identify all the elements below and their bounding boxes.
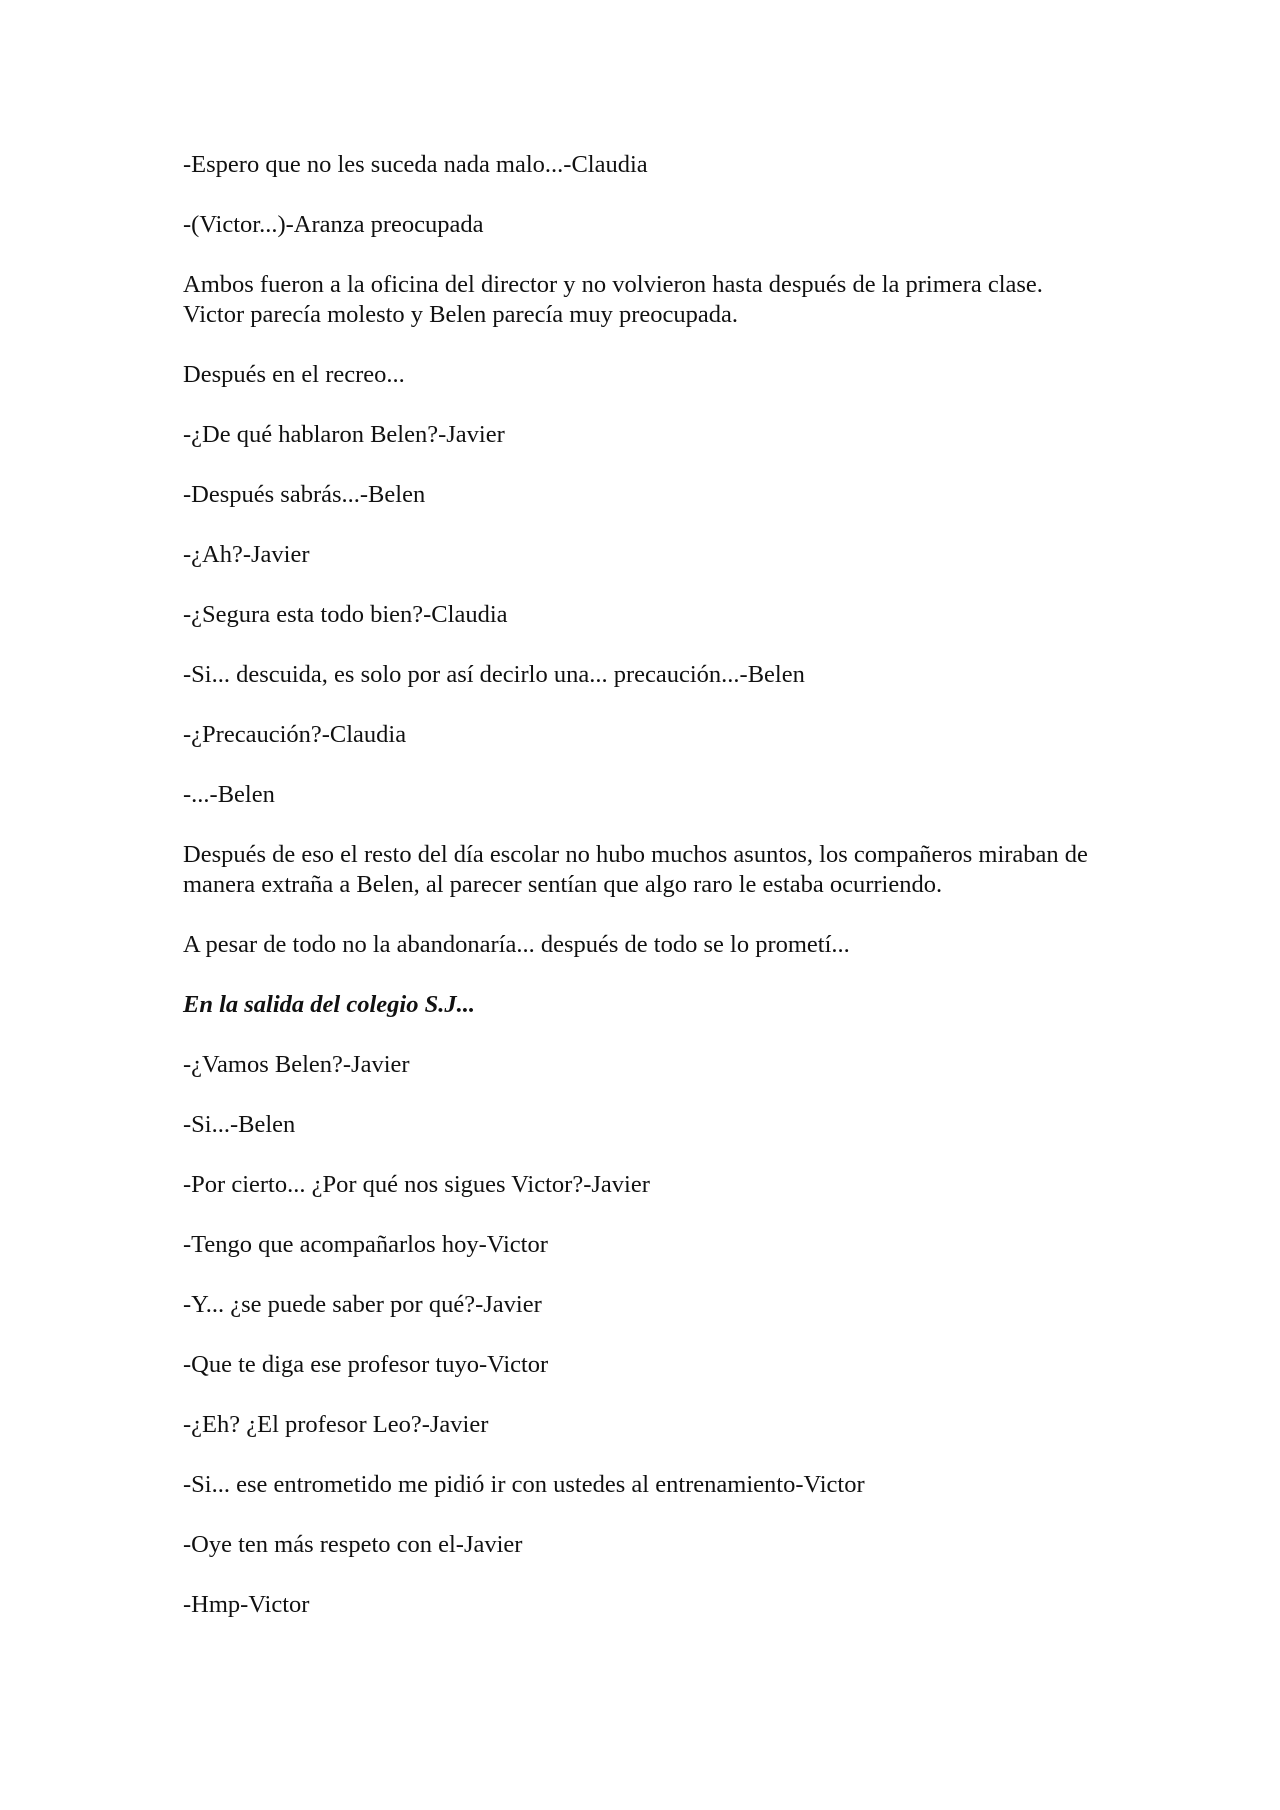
paragraph-narration: Ambos fueron a la oficina del director y no volvieron hasta después de la primera clase. Victor parecía molesto y Belen parecía muy preocupada.	[183, 271, 1043, 328]
paragraph-dialogue: -Oye ten más respeto con el-Javier	[183, 1531, 523, 1558]
paragraph-dialogue: -Espero que no les suceda nada malo...-Claudia	[183, 151, 648, 178]
document-body	[183, 150, 1103, 1650]
paragraph-dialogue: -¿Eh? ¿El profesor Leo?-Javier	[183, 1411, 489, 1438]
scene-heading: En la salida del colegio S.J...	[183, 991, 475, 1018]
paragraph-dialogue: -Y... ¿se puede saber por qué?-Javier	[183, 1291, 542, 1318]
paragraph-dialogue: -Que te diga ese profesor tuyo-Victor	[183, 1351, 549, 1378]
paragraph-dialogue: -¿Precaución?-Claudia	[183, 721, 407, 748]
paragraph-narration: Después en el recreo...	[183, 361, 405, 388]
paragraph-dialogue: -Tengo que acompañarlos hoy-Victor	[183, 1231, 548, 1258]
paragraph-dialogue: -Si... ese entrometido me pidió ir con ustedes al entrenamiento-Victor	[183, 1471, 865, 1498]
paragraph-narration: A pesar de todo no la abandonaría... después de todo se lo prometí...	[183, 931, 850, 958]
paragraph-dialogue: -Si... descuida, es solo por así decirlo una... precaución...-Belen	[183, 661, 805, 688]
paragraph-narration: Después de eso el resto del día escolar no hubo muchos asuntos, los compañeros miraban de manera extraña a Belen, al parecer sentían que algo raro le estaba ocurriendo.	[183, 841, 1088, 898]
paragraph-dialogue: -¿Ah?-Javier	[183, 541, 310, 568]
paragraph-dialogue: -¿Vamos Belen?-Javier	[183, 1051, 410, 1078]
paragraph-dialogue: -¿De qué hablaron Belen?-Javier	[183, 421, 505, 448]
paragraph-dialogue: -Si...-Belen	[183, 1111, 296, 1138]
paragraph-dialogue: -¿Segura esta todo bien?-Claudia	[183, 601, 508, 628]
paragraph-dialogue: -Hmp-Victor	[183, 1591, 310, 1618]
paragraph-dialogue: -Después sabrás...-Belen	[183, 481, 426, 508]
paragraph-dialogue: -(Victor...)-Aranza preocupada	[183, 211, 484, 238]
paragraph-dialogue: -Por cierto... ¿Por qué nos sigues Victor?-Javier	[183, 1171, 650, 1198]
paragraph-dialogue: -...-Belen	[183, 781, 275, 808]
